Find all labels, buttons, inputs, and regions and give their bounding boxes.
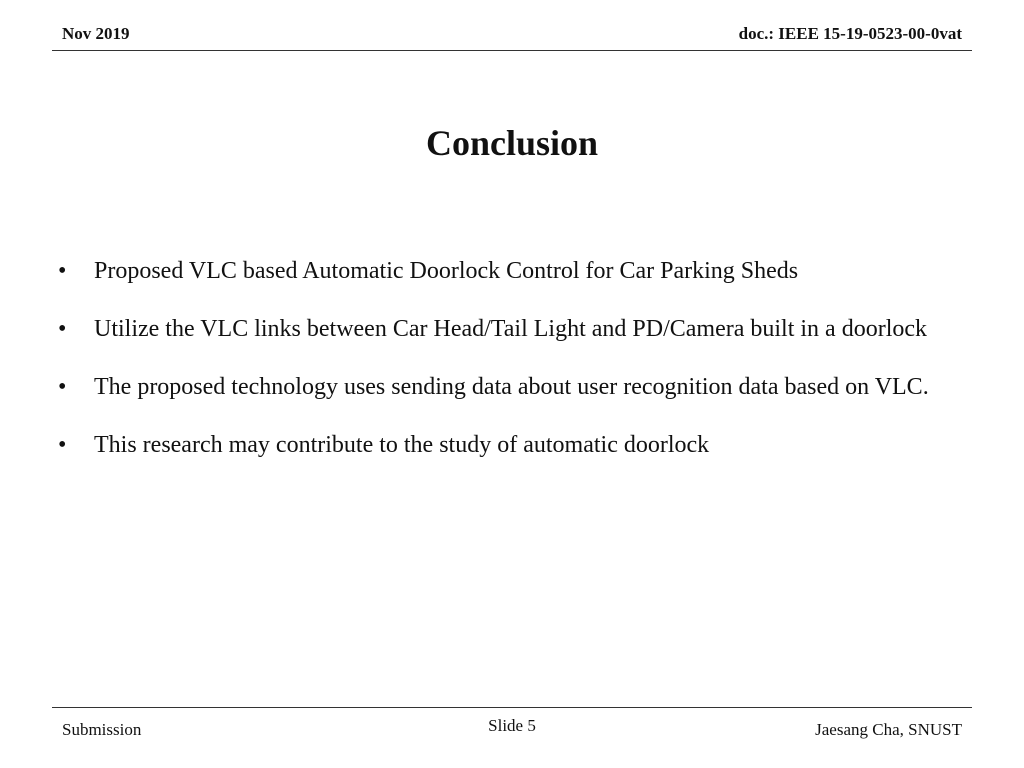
slide-title: Conclusion xyxy=(425,123,599,163)
bullet-text: Utilize the VLC links between Car Head/Tail Light and PD/Camera built in a doorlock xyxy=(94,316,928,342)
bullet-item xyxy=(58,362,938,413)
bullet-icon: • xyxy=(58,316,67,342)
header-date: Nov 2019 xyxy=(62,24,130,43)
footer-submission: Submission xyxy=(62,720,142,739)
bullet-list xyxy=(58,246,938,478)
bullet-item xyxy=(58,304,938,355)
header-doc-id: doc.: IEEE 15-19-0523-00-0vat xyxy=(738,24,962,43)
bullet-item xyxy=(58,246,938,297)
bullet-text: The proposed technology uses sending data about user recognition data based on VLC. xyxy=(94,374,929,400)
bullet-icon: • xyxy=(58,258,67,284)
bullet-text: This research may contribute to the study of automatic doorlock xyxy=(94,432,710,458)
bullet-icon: • xyxy=(58,432,67,458)
slide-number: Slide 5 xyxy=(488,716,536,735)
footer-author: Jaesang Cha, SNUST xyxy=(815,720,962,739)
bullet-text: Proposed VLC based Automatic Doorlock Control for Car Parking Sheds xyxy=(94,258,799,284)
header-divider xyxy=(52,50,972,51)
bullet-item xyxy=(58,420,938,471)
footer-divider xyxy=(52,707,972,708)
bullet-icon: • xyxy=(58,374,67,400)
